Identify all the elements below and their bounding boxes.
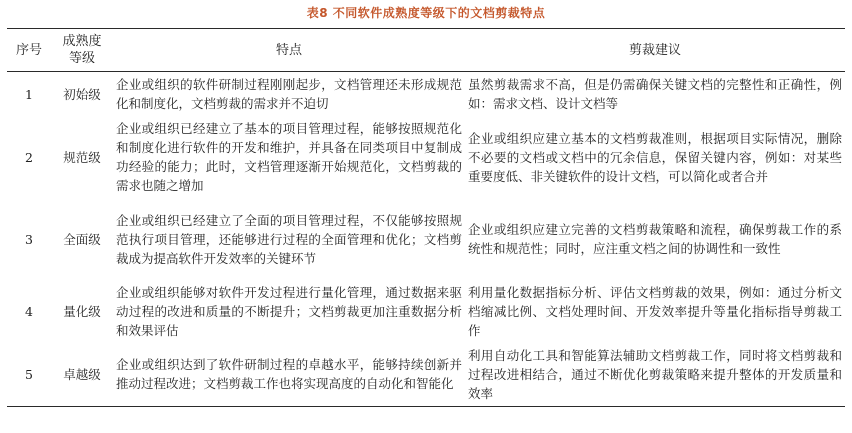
table-row bbox=[7, 280, 845, 342]
header-feature: 特点 bbox=[275, 42, 302, 58]
table-row bbox=[7, 116, 845, 198]
header-no: 序号 bbox=[15, 42, 42, 58]
table-row bbox=[7, 72, 845, 117]
cell-feature: 企业或组织达到了软件研制过程的卓越水平，能够持续创新并推动过程改进；文档剪裁工作也将实现高度的自动化和智能化 bbox=[116, 357, 462, 391]
cell-no: 1 bbox=[25, 86, 33, 102]
table-row bbox=[7, 198, 845, 280]
cell-suggestion: 利用自动化工具和智能算法辅助文档剪裁工作，同时将文档剪裁和过程改进相结合，通过不断优化剪裁策略来提升整体的开发质量和效率 bbox=[468, 347, 842, 401]
cell-level: 初始级 bbox=[63, 86, 101, 102]
table-caption: 表8 不同软件成熟度等级下的文档剪裁特点 bbox=[306, 6, 546, 20]
cell-suggestion: 企业或组织应建立完善的文档剪裁策略和流程，确保剪裁工作的系统性和规范性；同时，应注重文档之间的协调性和一致性 bbox=[468, 222, 842, 256]
cell-no: 2 bbox=[25, 149, 33, 165]
cell-no: 5 bbox=[25, 366, 33, 382]
cell-feature: 企业或组织能够对软件开发过程进行量化管理，通过数据来驱动过程的改进和质量的不断提升；文档剪裁更加注重数据分析和效果评估 bbox=[116, 284, 462, 338]
cell-feature: 企业或组织的软件研制过程刚刚起步，文档管理还未形成规范化和制度化，文档剪裁的需求并不迫切 bbox=[116, 77, 462, 111]
maturity-tailoring-table bbox=[7, 28, 845, 407]
cell-suggestion: 企业或组织应建立基本的文档剪裁准则，根据项目实际情况，删除不必要的文档或文档中的冗余信息，保留关键内容，例如：对某些重要度低、非关键软件的设计文档，可以简化或者合并 bbox=[468, 130, 842, 184]
cell-level: 量化级 bbox=[63, 303, 101, 319]
header-level bbox=[51, 29, 113, 72]
cell-level: 全面级 bbox=[63, 231, 101, 247]
cell-feature: 企业或组织已经建立了全面的项目管理过程，不仅能够按照规范执行项目管理，还能够进行过程的全面管理和优化；文档剪裁成为提高软件开发效率的关键环节 bbox=[116, 212, 462, 266]
header-level-label: 成熟度 等级 bbox=[62, 34, 102, 66]
cell-no: 4 bbox=[25, 303, 33, 319]
cell-no: 3 bbox=[25, 231, 33, 247]
table-header-row bbox=[7, 29, 845, 72]
cell-suggestion: 虽然剪裁需求不高，但是仍需确保关键文档的完整性和正确性，例如：需求文档、设计文档等 bbox=[468, 77, 842, 111]
header-suggestion: 剪裁建议 bbox=[628, 42, 681, 58]
cell-feature: 企业或组织已经建立了基本的项目管理过程，能够按照规范化和制度化进行软件的开发和维护，并具备在同类项目中复制成功经验的能力；此时，文档管理逐渐开始规范化，文档剪裁的需求也随之增加 bbox=[116, 121, 462, 193]
cell-level: 规范级 bbox=[63, 149, 101, 165]
cell-suggestion: 利用量化数据指标分析、评估文档剪裁的效果，例如：通过分析文档缩减比例、文档处理时间、开发效率提升等量化指标指导剪裁工作 bbox=[468, 284, 842, 338]
cell-level: 卓越级 bbox=[63, 366, 101, 382]
table-row bbox=[7, 342, 845, 407]
